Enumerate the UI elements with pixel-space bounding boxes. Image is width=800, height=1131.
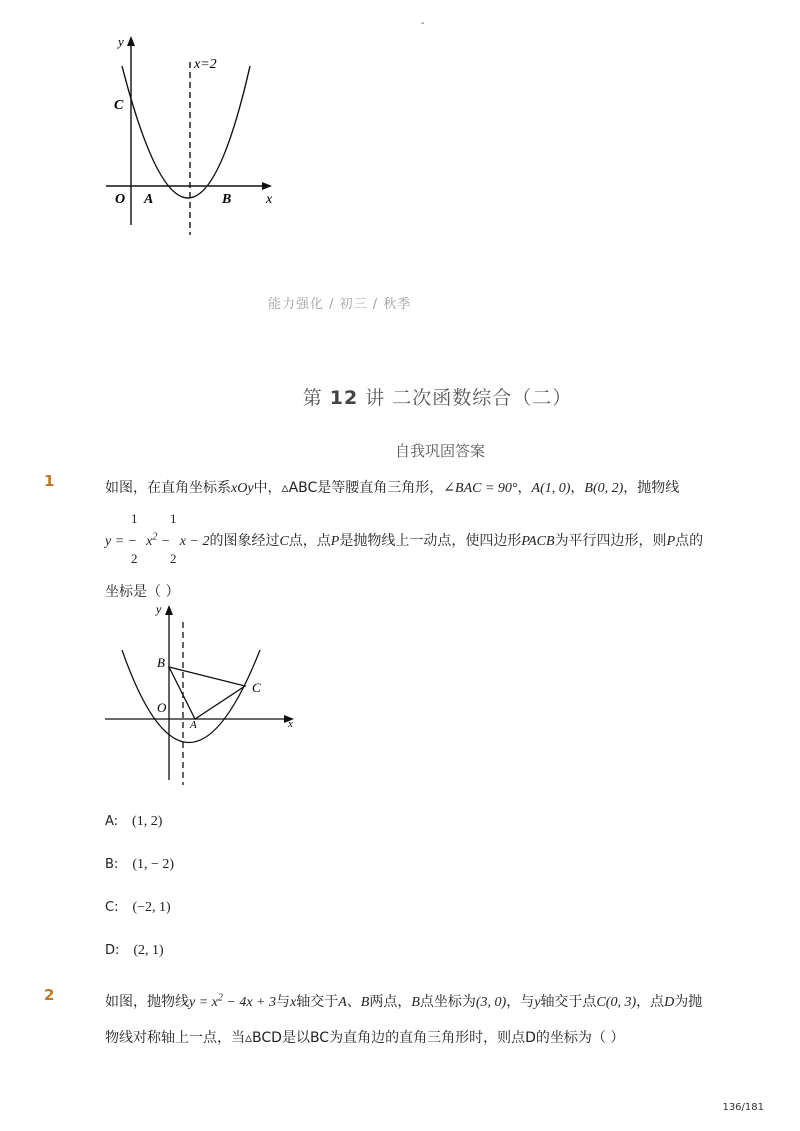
label-b: B [222, 192, 232, 207]
math-segment: y = x [189, 995, 218, 1010]
text-segment: ，点 [636, 994, 665, 1010]
label-a: A [190, 719, 197, 731]
text-segment: 是以BC为直角边的直角三角形时，则点D的坐标为（ ） [281, 1030, 625, 1046]
parabola-figure-top [100, 30, 290, 235]
math-segment: ▵ABC [281, 480, 318, 496]
text-segment: 为抛 [674, 994, 703, 1010]
fraction-numerator: 1 [170, 511, 177, 526]
text-segment: 与 [275, 994, 290, 1010]
math-segment: B(0, 2) [584, 481, 624, 496]
x-axis-arrow [262, 182, 272, 190]
text-segment: 点坐标为 [419, 994, 476, 1010]
math-segment: ▵BCD [245, 1030, 282, 1046]
text-segment: 如图，抛物线 [105, 994, 189, 1010]
option-label: A: [105, 814, 119, 829]
math-segment: C(0, 3) [596, 995, 637, 1010]
label-c: C [114, 98, 124, 113]
math-segment: A [338, 995, 347, 1010]
math-segment: C [279, 534, 289, 549]
text-segment: 点的 [675, 533, 704, 549]
math-segment: B [360, 995, 370, 1010]
text-segment: 两点， [369, 994, 412, 1010]
math-segment: P [330, 534, 340, 549]
title-rest: 讲 二次函数综合（二） [365, 387, 573, 409]
math-segment: y = − [105, 534, 138, 549]
option-c[interactable] [105, 900, 171, 916]
fraction-denominator: 2 [170, 551, 177, 566]
question-1-line-1 [105, 477, 679, 497]
text-segment: 物线对称轴上一点，当 [105, 1030, 245, 1046]
label-x: x [288, 718, 293, 730]
text-segment: 的图象经过 [209, 533, 280, 549]
text-segment: ， [570, 480, 585, 496]
title-number: 12 [329, 387, 359, 409]
text-segment: 如图，在直角坐标系 [105, 480, 231, 496]
option-value: (−2, 1) [132, 900, 171, 915]
math-segment: D [664, 995, 675, 1010]
text-segment: ， [517, 480, 532, 496]
label-y: y [118, 34, 124, 49]
page-header: 能力强化 / 初三 / 秋季 [268, 297, 412, 312]
title-prefix: 第 [302, 387, 323, 409]
text-segment: ，抛物线 [623, 480, 680, 496]
label-a: A [144, 192, 154, 207]
label-c: C [252, 680, 261, 695]
question-2-line-1 [105, 991, 702, 1011]
option-value: (1, − 2) [132, 857, 175, 872]
lecture-title [0, 383, 800, 410]
math-segment: y [534, 995, 541, 1010]
text-segment: 是抛物线上一动点，使四边形 [339, 533, 522, 549]
section-subtitle: 自我巩固答案 [394, 442, 485, 460]
math-segment: x [289, 995, 297, 1010]
label-y: y [156, 602, 162, 616]
question-2-line-2 [105, 1027, 624, 1047]
math-superscript: 2 [152, 531, 158, 543]
option-value: (1, 2) [132, 814, 163, 829]
option-a[interactable] [105, 814, 162, 830]
option-label: B: [105, 857, 119, 872]
option-label: D: [105, 943, 120, 958]
y-axis-arrow [165, 605, 173, 615]
math-segment: x − 2 [179, 534, 210, 549]
option-d[interactable] [105, 943, 164, 959]
label-o: O [115, 192, 126, 207]
math-segment: − [157, 534, 174, 549]
math-segment: B [411, 995, 420, 1010]
question-1-line-2 [105, 530, 703, 550]
parabola-curve [122, 66, 250, 198]
math-segment: PACB [521, 534, 555, 549]
text-segment: 、 [346, 994, 361, 1010]
fraction-denominator: 2 [131, 551, 138, 566]
text-segment: 是等腰直角三角形， [317, 480, 444, 496]
question-number: 2 [44, 986, 55, 1004]
text-segment: 轴交于点 [540, 994, 597, 1010]
text-segment: 点，点 [288, 533, 331, 549]
question-1-line-3: 坐标是（ ） [105, 584, 180, 600]
math-segment: x [146, 534, 153, 549]
math-segment: (3, 0) [475, 995, 507, 1010]
label-x: x [266, 192, 273, 207]
top-mark: - [421, 18, 425, 29]
page-number: 136/181 [722, 1102, 764, 1113]
option-value: (2, 1) [133, 943, 164, 958]
triangle-parabola-figure [100, 600, 300, 785]
label-b: B [157, 655, 165, 670]
label-o: O [157, 700, 167, 715]
option-label: C: [105, 900, 119, 915]
triangle-abc [169, 667, 245, 719]
math-segment: − 4x + 3 [222, 995, 276, 1010]
text-segment: ，与 [506, 994, 535, 1010]
text-segment: 轴交于 [296, 994, 339, 1010]
math-segment: A(1, 0) [531, 481, 571, 496]
math-segment: P [666, 534, 676, 549]
question-number: 1 [44, 472, 55, 490]
fraction-numerator: 1 [131, 511, 138, 526]
math-superscript: 2 [217, 992, 223, 1004]
math-segment: xOy [231, 481, 254, 496]
y-axis-arrow [127, 36, 135, 46]
text-segment: 为平行四边形，则 [554, 533, 667, 549]
text-segment: 中， [253, 480, 282, 496]
option-b[interactable] [105, 857, 174, 873]
label-symmetry: x=2 [194, 57, 217, 72]
math-segment: ∠BAC = 90° [443, 481, 518, 496]
